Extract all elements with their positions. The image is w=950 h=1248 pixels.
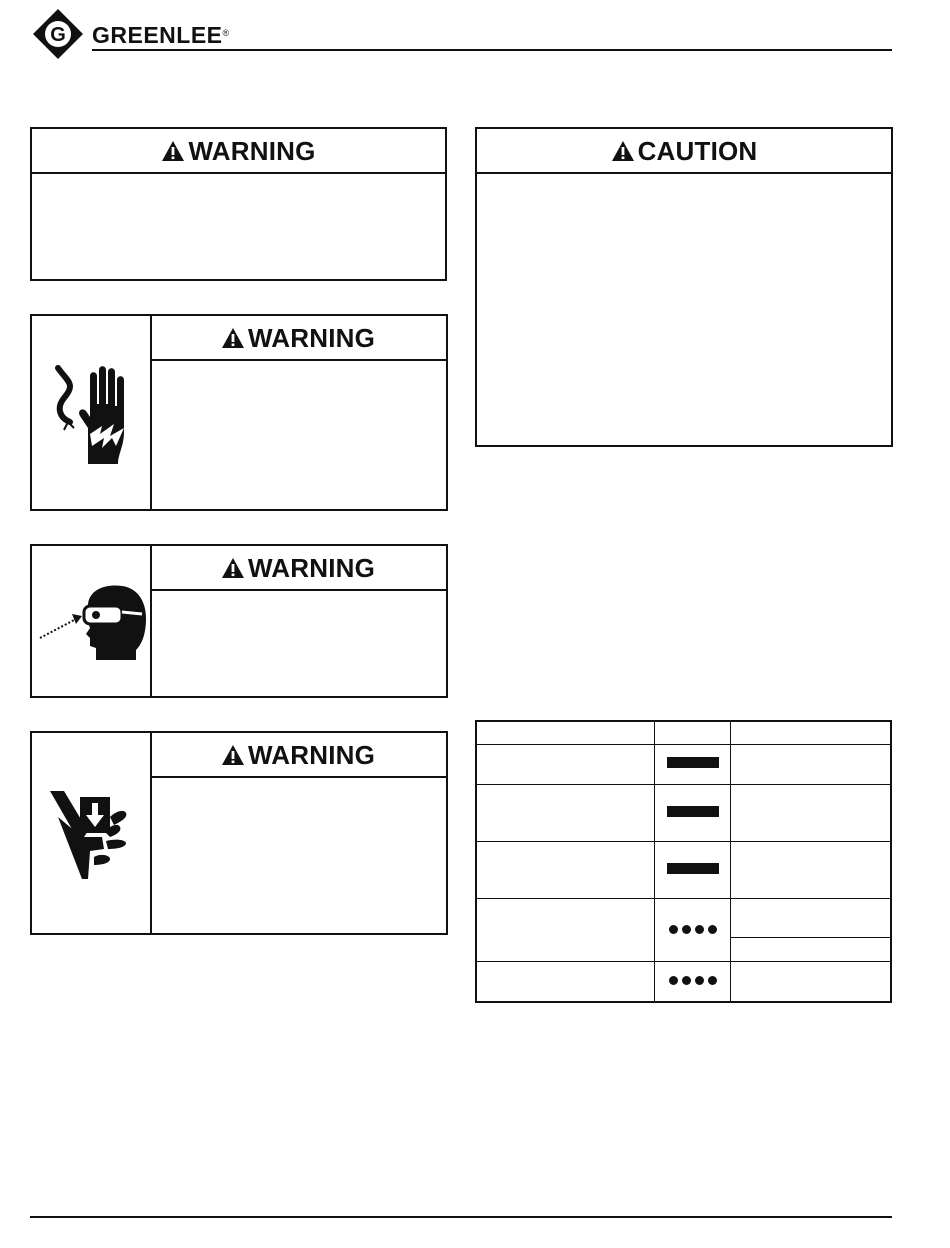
table-row bbox=[476, 841, 891, 898]
brand-name bbox=[92, 22, 230, 49]
caution-header bbox=[477, 129, 891, 174]
four-dots-icon bbox=[669, 925, 717, 934]
warning-box-crush bbox=[30, 731, 448, 935]
solid-bar-icon bbox=[667, 806, 719, 817]
warning-box-shock bbox=[30, 314, 448, 511]
footer-rule bbox=[30, 1216, 892, 1218]
warning-header bbox=[150, 546, 446, 591]
alert-triangle-icon bbox=[221, 744, 245, 766]
header-cell bbox=[655, 721, 731, 744]
table-cell bbox=[731, 961, 892, 1002]
trademark-symbol: ® bbox=[222, 28, 230, 38]
warning-header bbox=[150, 733, 446, 778]
hand-crush-icon bbox=[48, 787, 138, 883]
solid-bar-icon bbox=[667, 863, 719, 874]
table-row bbox=[476, 898, 891, 937]
table-row bbox=[476, 961, 891, 1002]
logo-letter: G bbox=[50, 24, 66, 46]
electric-shock-hand-icon bbox=[50, 362, 134, 466]
table-cell bbox=[476, 841, 655, 898]
symbol-cell bbox=[655, 898, 731, 961]
greenlee-logo-icon bbox=[32, 8, 84, 60]
icon-panel bbox=[32, 733, 152, 933]
signal-word: CAUTION bbox=[637, 135, 758, 166]
icon-panel bbox=[32, 316, 152, 509]
solid-bar-icon bbox=[667, 757, 719, 768]
table-header-row bbox=[476, 721, 891, 744]
table-cell bbox=[731, 744, 892, 784]
symbol-cell bbox=[655, 744, 731, 784]
signal-word: WARNING bbox=[247, 322, 376, 353]
warning-box-top bbox=[30, 127, 447, 281]
table-cell bbox=[476, 784, 655, 841]
symbol-cell bbox=[655, 961, 731, 1002]
table-cell bbox=[476, 961, 655, 1002]
table-cell bbox=[476, 898, 655, 961]
alert-triangle-icon bbox=[221, 327, 245, 349]
brand-text: GREENLEE bbox=[92, 22, 223, 48]
alert-triangle-icon bbox=[221, 557, 245, 579]
warning-header bbox=[150, 316, 446, 361]
eye-protection-head-icon bbox=[38, 584, 148, 664]
header-cell bbox=[476, 721, 655, 744]
symbol-cell bbox=[655, 841, 731, 898]
table-cell bbox=[731, 841, 892, 898]
table-row bbox=[476, 784, 891, 841]
table-cell bbox=[731, 937, 892, 961]
warning-box-eye bbox=[30, 544, 448, 698]
signal-word: WARNING bbox=[188, 135, 316, 166]
warning-header bbox=[32, 129, 445, 174]
table-cell bbox=[731, 898, 892, 937]
alert-triangle-icon bbox=[611, 140, 635, 162]
header-rule bbox=[92, 49, 892, 51]
table-row bbox=[476, 744, 891, 784]
table-cell bbox=[731, 784, 892, 841]
alert-triangle-icon bbox=[161, 140, 185, 162]
signal-word: WARNING bbox=[247, 739, 376, 770]
caution-box bbox=[475, 127, 893, 447]
symbol-cell bbox=[655, 784, 731, 841]
header-cell bbox=[731, 721, 892, 744]
indicator-legend-table bbox=[475, 720, 892, 1003]
four-dots-icon bbox=[669, 976, 717, 985]
table-cell bbox=[476, 744, 655, 784]
signal-word: WARNING bbox=[247, 552, 376, 583]
icon-panel bbox=[32, 546, 152, 696]
